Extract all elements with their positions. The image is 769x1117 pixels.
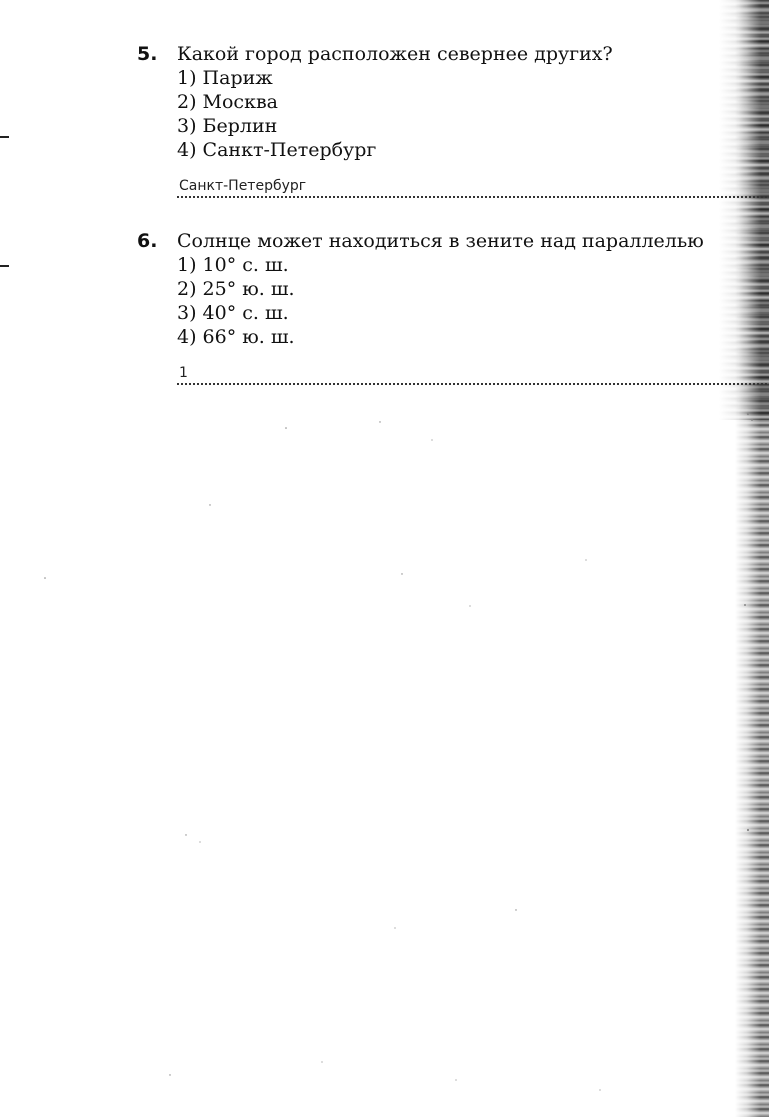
answer-option: 3) 40° с. ш. — [177, 302, 289, 324]
answer-value: 1 — [179, 365, 188, 381]
answer-option: 1) Париж — [177, 67, 273, 89]
answer-option: 2) 25° ю. ш. — [177, 278, 295, 300]
question-number: 6. — [137, 230, 158, 252]
answer-option: 2) Москва — [177, 91, 278, 113]
question-text: Солнце может находиться в зените над параллелью — [177, 230, 704, 252]
answer-option: 1) 10° с. ш. — [177, 254, 289, 276]
question-text: Какой город расположен севернее других? — [177, 43, 613, 65]
question-number: 5. — [137, 43, 158, 65]
answer-option: 4) 66° ю. ш. — [177, 326, 295, 348]
answer-option: 3) Берлин — [177, 115, 278, 137]
answer-value: Санкт-Петербург — [179, 178, 307, 194]
answer-option: 4) Санкт-Петербург — [177, 139, 377, 161]
